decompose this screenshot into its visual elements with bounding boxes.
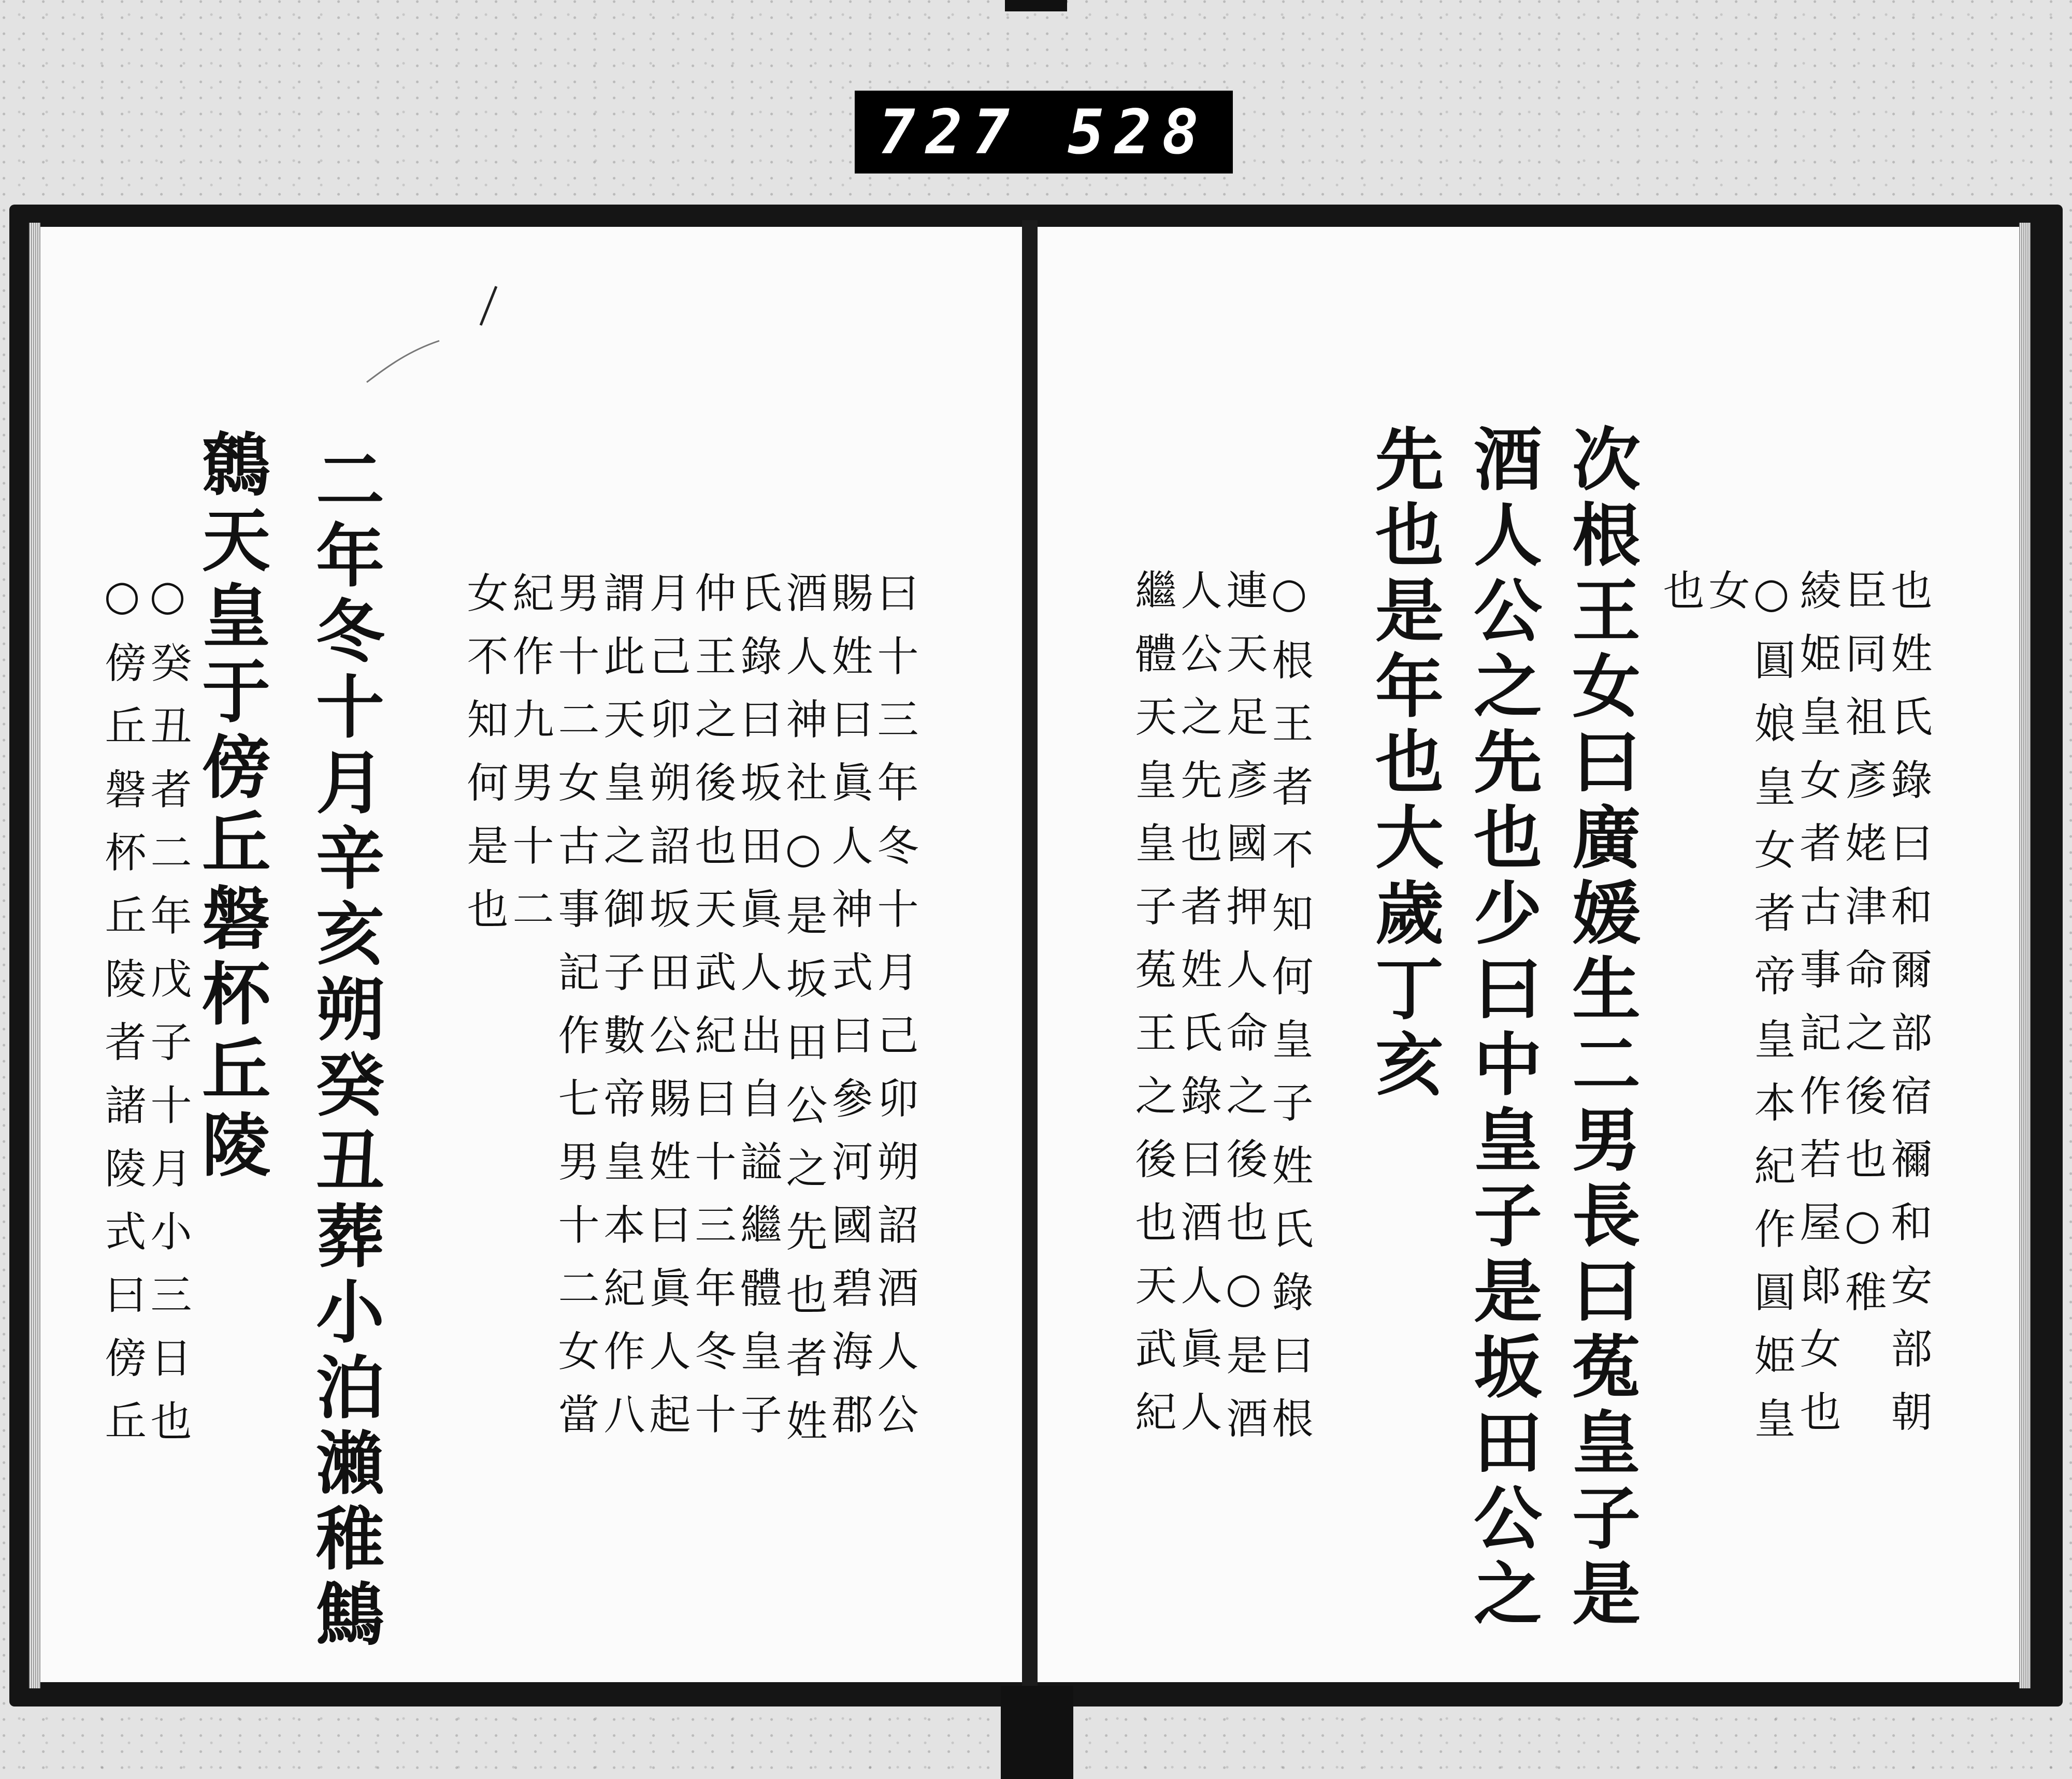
left-col-4: 氏錄曰坂田眞人出自謚繼體皇子: [733, 571, 782, 1456]
left-col-1: 曰十三年冬十月己卯朔詔酒人公: [870, 571, 918, 1456]
left-main-col-2: 鷯天皇于傍丘磐杯丘陵: [190, 429, 270, 1185]
left-page: [40, 227, 1022, 1682]
right-col-6: 也: [1656, 569, 1704, 632]
left-page-number: 727: [878, 96, 1020, 168]
right-col-1: 也姓氏錄曰和爾部宿禰和安部朝: [1884, 569, 1932, 1453]
right-col-2: 臣同祖彥姥津命之後也○稚: [1838, 569, 1887, 1334]
left-col-8: 男十二女古事記作七男十二女當: [551, 571, 599, 1456]
right-note-col-4: 繼體天皇皇子菟王之後也天武紀: [1128, 569, 1176, 1453]
left-col-3: 酒人神社○是坂田公之先也者姓: [779, 571, 827, 1463]
left-col-10: 女不知何是也: [460, 571, 508, 950]
binding-tab-top: [1005, 0, 1067, 11]
right-col-3: 綾姫皇女者古事記作若屋郞女也: [1793, 569, 1841, 1453]
pencil-mark: [465, 284, 507, 330]
book-gutter: [1022, 220, 1038, 1691]
right-col-5: 女: [1702, 569, 1750, 632]
binding-spine-bottom: [1001, 1686, 1073, 1779]
right-col-4: ○圓娘皇女者帝皇本紀作圓姫皇: [1747, 569, 1795, 1460]
right-page-number: 528: [1067, 96, 1210, 168]
right-main-col-1: 次根王女曰廣媛生二男長曰菟皇子是: [1560, 424, 1641, 1633]
left-note-col-1: ○癸丑者二年戊子十月小三日也: [143, 571, 192, 1463]
right-note-col-3: 人公之先也者姓氏錄曰酒人眞人: [1174, 569, 1222, 1453]
left-col-5: 仲王之後也天武紀曰十三年冬十: [688, 571, 736, 1456]
left-col-2: 賜姓曰眞人神式曰參河國碧海郡: [825, 571, 873, 1456]
left-main-col-1: 二年冬十月辛亥朔癸丑葬小泊瀨稚鷦: [304, 444, 384, 1654]
left-note-col-2: ○傍丘磐杯丘陵者諸陵式曰傍丘: [98, 571, 146, 1463]
left-col-9: 紀作九男十二: [506, 571, 554, 950]
left-col-6: 月己卯朔詔坂田公賜姓曰眞人起: [642, 571, 690, 1456]
left-page-edges: [29, 223, 40, 1688]
right-page: [1038, 227, 2019, 1682]
right-note-col-1: ○根王者不知何皇子姓氏錄曰根: [1265, 569, 1313, 1460]
right-page-edges: [2019, 223, 2031, 1688]
left-col-7: 謂此天皇之御子數帝皇本紀作八: [597, 571, 645, 1456]
right-main-col-2: 酒人公之先也少曰中皇子是坂田公之: [1462, 424, 1542, 1633]
right-note-col-2: 連天足彥國押人命之後也○是酒: [1219, 569, 1268, 1460]
right-main-col-3: 先也是年也大歲丁亥: [1363, 424, 1444, 1104]
page-number-label: [855, 91, 1233, 173]
pencil-scribble: [362, 330, 444, 387]
